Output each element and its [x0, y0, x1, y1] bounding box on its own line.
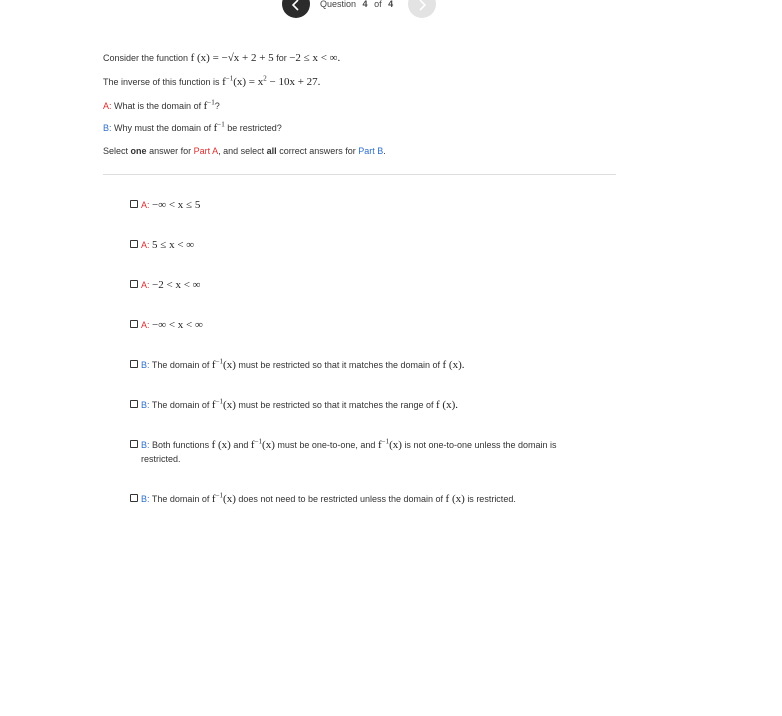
checkbox[interactable]: [130, 494, 138, 502]
stem-text: Consider the function: [103, 53, 189, 63]
checkbox[interactable]: [130, 200, 138, 208]
stem-text: Why must the domain of: [114, 123, 212, 133]
divider: [103, 174, 616, 175]
current-question-number: 4: [362, 0, 368, 9]
checkbox[interactable]: [130, 240, 138, 248]
stem-text: What is the domain of: [114, 101, 202, 111]
option-math: 5 ≤ x < ∞: [152, 239, 195, 251]
option-text: must be restricted so that it matches the domain of: [238, 360, 440, 370]
chevron-right-icon: [416, 0, 428, 11]
math: f: [213, 122, 218, 134]
math: (x) = x: [233, 76, 264, 88]
question-navigation: [282, 0, 442, 20]
part-a-tag: A:: [103, 101, 112, 111]
part-b-tag: B:: [103, 123, 112, 133]
math: (x): [223, 493, 236, 505]
superscript: −1: [215, 491, 224, 500]
superscript: 2: [263, 74, 267, 83]
superscript: −1: [254, 437, 263, 446]
stem-text: ?: [214, 101, 220, 111]
math: f (x).: [436, 399, 459, 411]
option-tag: A:: [141, 280, 150, 290]
option-tag: B:: [141, 494, 150, 504]
part-b-question: [103, 122, 282, 134]
option-tag: B:: [141, 360, 150, 370]
option-tag: B:: [141, 400, 150, 410]
checkbox[interactable]: [130, 400, 138, 408]
superscript: −1: [215, 357, 224, 366]
stem-text: The inverse of this function is: [103, 77, 220, 87]
option-math: −∞ < x < ∞: [152, 319, 203, 331]
option-tag: A:: [141, 240, 150, 250]
superscript: −1: [207, 98, 215, 107]
superscript: −1: [225, 74, 234, 83]
option-text: Both functions: [152, 440, 210, 450]
math: f: [250, 439, 255, 451]
math: (x): [223, 399, 236, 411]
option-text: must be restricted so that it matches the range of: [238, 400, 434, 410]
option-text: and: [233, 440, 249, 450]
math: f: [211, 399, 216, 411]
option-tag: B:: [141, 440, 150, 450]
stem-text: Select: [103, 146, 129, 156]
emphasis: all: [266, 146, 277, 156]
math: f (x).: [442, 359, 465, 371]
next-question-button[interactable]: [408, 0, 436, 18]
math: f: [222, 76, 226, 88]
math: − 10x + 27.: [266, 76, 321, 88]
checkbox[interactable]: [130, 360, 138, 368]
part-b-link: Part B: [358, 146, 384, 156]
option-math: −2 < x < ∞: [152, 279, 201, 291]
math: f: [377, 439, 382, 451]
stem-text: .: [383, 146, 386, 156]
option-text: The domain of: [151, 360, 210, 370]
option-tag: A:: [141, 200, 150, 210]
option-text: does not need to be restricted unless the domain of: [238, 494, 444, 504]
checkbox[interactable]: [130, 440, 138, 448]
option-text: must be one-to-one, and: [277, 440, 376, 450]
math: (x): [262, 439, 275, 451]
emphasis: one: [130, 146, 147, 156]
stem-text: , and select: [218, 146, 265, 156]
chevron-left-icon: [290, 0, 302, 11]
math: f (x): [445, 493, 465, 505]
stem-text: for: [276, 53, 287, 63]
option-tag: A:: [141, 320, 150, 330]
option-math: −∞ < x ≤ 5: [152, 199, 201, 211]
part-a-question: [103, 100, 220, 112]
stem-text: correct answers for: [279, 146, 356, 156]
math: f: [203, 100, 208, 112]
of-label: of: [374, 0, 382, 9]
instructions: [103, 146, 386, 156]
total-questions: 4: [388, 0, 394, 9]
math: f: [211, 493, 216, 505]
math: (x): [389, 439, 402, 451]
inverse-statement: [103, 76, 320, 88]
function-domain: −2 ≤ x < ∞.: [289, 52, 341, 64]
superscript: −1: [381, 437, 390, 446]
checkbox[interactable]: [130, 320, 138, 328]
stem-text: answer for: [149, 146, 192, 156]
superscript: −1: [217, 120, 225, 129]
option-text: The domain of: [151, 494, 210, 504]
checkbox[interactable]: [130, 280, 138, 288]
math: (x): [223, 359, 236, 371]
function-statement: [103, 52, 340, 64]
function-definition: f (x) = −√x + 2 + 5: [190, 52, 274, 64]
math: f: [211, 359, 216, 371]
superscript: −1: [215, 397, 224, 406]
previous-question-button[interactable]: [282, 0, 310, 18]
stem-text: be restricted?: [227, 123, 282, 133]
option-text: is not one-to-one unless the domain is restricted.: [141, 440, 557, 464]
option-text: is restricted.: [467, 494, 516, 504]
part-a-link: Part A: [193, 146, 219, 156]
question-label: Question: [320, 0, 357, 9]
option-text: The domain of: [151, 400, 210, 410]
question-counter: [320, 0, 397, 9]
math: f (x): [211, 439, 231, 451]
